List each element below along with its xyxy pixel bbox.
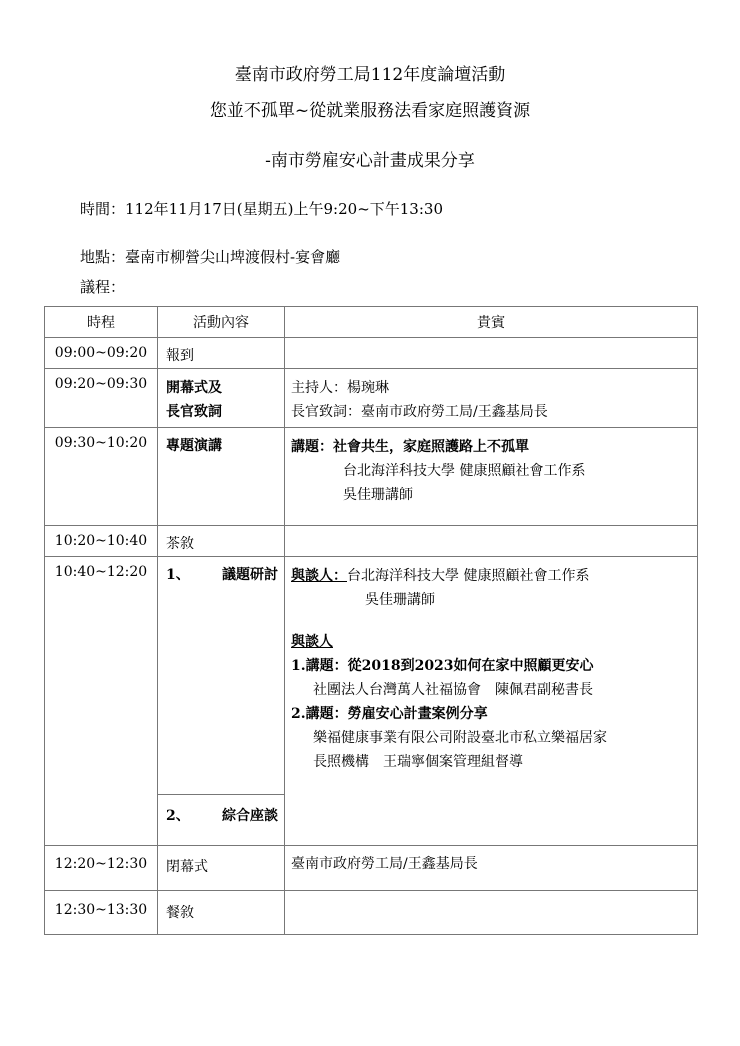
agenda-label: 議程： bbox=[80, 278, 126, 296]
sub-activity-2 bbox=[158, 794, 284, 845]
row-detail bbox=[285, 557, 698, 846]
schedule-table bbox=[44, 306, 698, 935]
keynote-affiliation: 台北海洋科技大學 健康照顧社會工作系 bbox=[343, 463, 586, 479]
row-time: 10:40~12:20 bbox=[45, 557, 158, 846]
row-detail bbox=[285, 338, 698, 369]
row-activity: 餐敘 bbox=[158, 891, 285, 935]
row-time: 09:20~09:30 bbox=[45, 369, 158, 428]
sub-activity-number: 2、 bbox=[166, 808, 190, 824]
panel-label: 與談人 bbox=[291, 634, 333, 650]
title-line-2: 您並不孤單~從就業服務法看家庭照護資源 bbox=[209, 101, 531, 121]
panel-speaker-2-line-1: 樂福健康事業有限公司附設臺北市私立樂福居家 bbox=[313, 730, 607, 746]
row-detail bbox=[285, 428, 698, 526]
keynote-topic: 講題：社會共生，家庭照護路上不孤單 bbox=[291, 439, 529, 455]
row-time: 10:20~10:40 bbox=[45, 526, 158, 557]
table-row bbox=[45, 891, 698, 935]
discussant-label: 與談人： bbox=[291, 568, 347, 584]
table-row bbox=[45, 428, 698, 526]
row-detail: 臺南市政府勞工局/王鑫基局長 bbox=[285, 846, 698, 891]
sub-activity-label: 綜合座談 bbox=[222, 808, 278, 824]
header-guest: 貴賓 bbox=[285, 307, 698, 338]
panel-speaker-2-line-2: 長照機構 王瑞寧個案管理組督導 bbox=[313, 754, 523, 770]
row-activity: 茶敘 bbox=[158, 526, 285, 557]
table-row bbox=[45, 846, 698, 891]
panel-topic-2: 2.講題：勞雇安心計畫案例分享 bbox=[291, 706, 488, 722]
sub-activity-label: 議題研討 bbox=[222, 567, 278, 583]
panel-topic-1: 1.講題：從2018到2023如何在家中照顧更安心 bbox=[291, 658, 594, 674]
sub-activity-1 bbox=[166, 564, 278, 794]
row-activity: 閉幕式 bbox=[158, 846, 285, 891]
row-time: 09:00~09:20 bbox=[45, 338, 158, 369]
discussant-name: 吳佳珊講師 bbox=[365, 592, 435, 608]
host-line: 主持人：楊琬琳 bbox=[291, 380, 389, 396]
header-activity: 活動內容 bbox=[158, 307, 285, 338]
row-activity bbox=[158, 557, 285, 846]
row-activity bbox=[158, 369, 285, 428]
table-row bbox=[45, 526, 698, 557]
discussant-affiliation: 台北海洋科技大學 健康照顧社會工作系 bbox=[347, 568, 590, 584]
row-time: 09:30~10:20 bbox=[45, 428, 158, 526]
title-line-1: 臺南市政府勞工局112年度論壇活動 bbox=[234, 65, 506, 85]
table-row bbox=[45, 369, 698, 428]
table-header-row bbox=[45, 307, 698, 338]
row-time: 12:30~13:30 bbox=[45, 891, 158, 935]
row-detail bbox=[285, 526, 698, 557]
title-line-3: -南市勞雇安心計畫成果分享 bbox=[265, 151, 475, 171]
activity-line: 長官致詞 bbox=[166, 404, 222, 420]
row-detail bbox=[285, 369, 698, 428]
event-time: 時間：112年11月17日(星期五)上午9:20~下午13:30 bbox=[80, 200, 443, 218]
event-place: 地點：臺南市柳營尖山埤渡假村-宴會廳 bbox=[80, 248, 341, 266]
table-row bbox=[45, 557, 698, 846]
row-time: 12:20~12:30 bbox=[45, 846, 158, 891]
speech-line: 長官致詞：臺南市政府勞工局/王鑫基局長 bbox=[291, 404, 548, 420]
keynote-speaker: 吳佳珊講師 bbox=[343, 487, 413, 503]
sub-activity-number: 1、 bbox=[166, 567, 190, 583]
panel-speaker-1: 社團法人台灣萬人社福協會 陳佩君副秘書長 bbox=[313, 682, 593, 698]
row-activity: 報到 bbox=[158, 338, 285, 369]
row-detail bbox=[285, 891, 698, 935]
row-activity: 專題演講 bbox=[158, 428, 285, 526]
activity-line: 開幕式及 bbox=[166, 380, 222, 396]
table-row bbox=[45, 338, 698, 369]
header-time: 時程 bbox=[45, 307, 158, 338]
